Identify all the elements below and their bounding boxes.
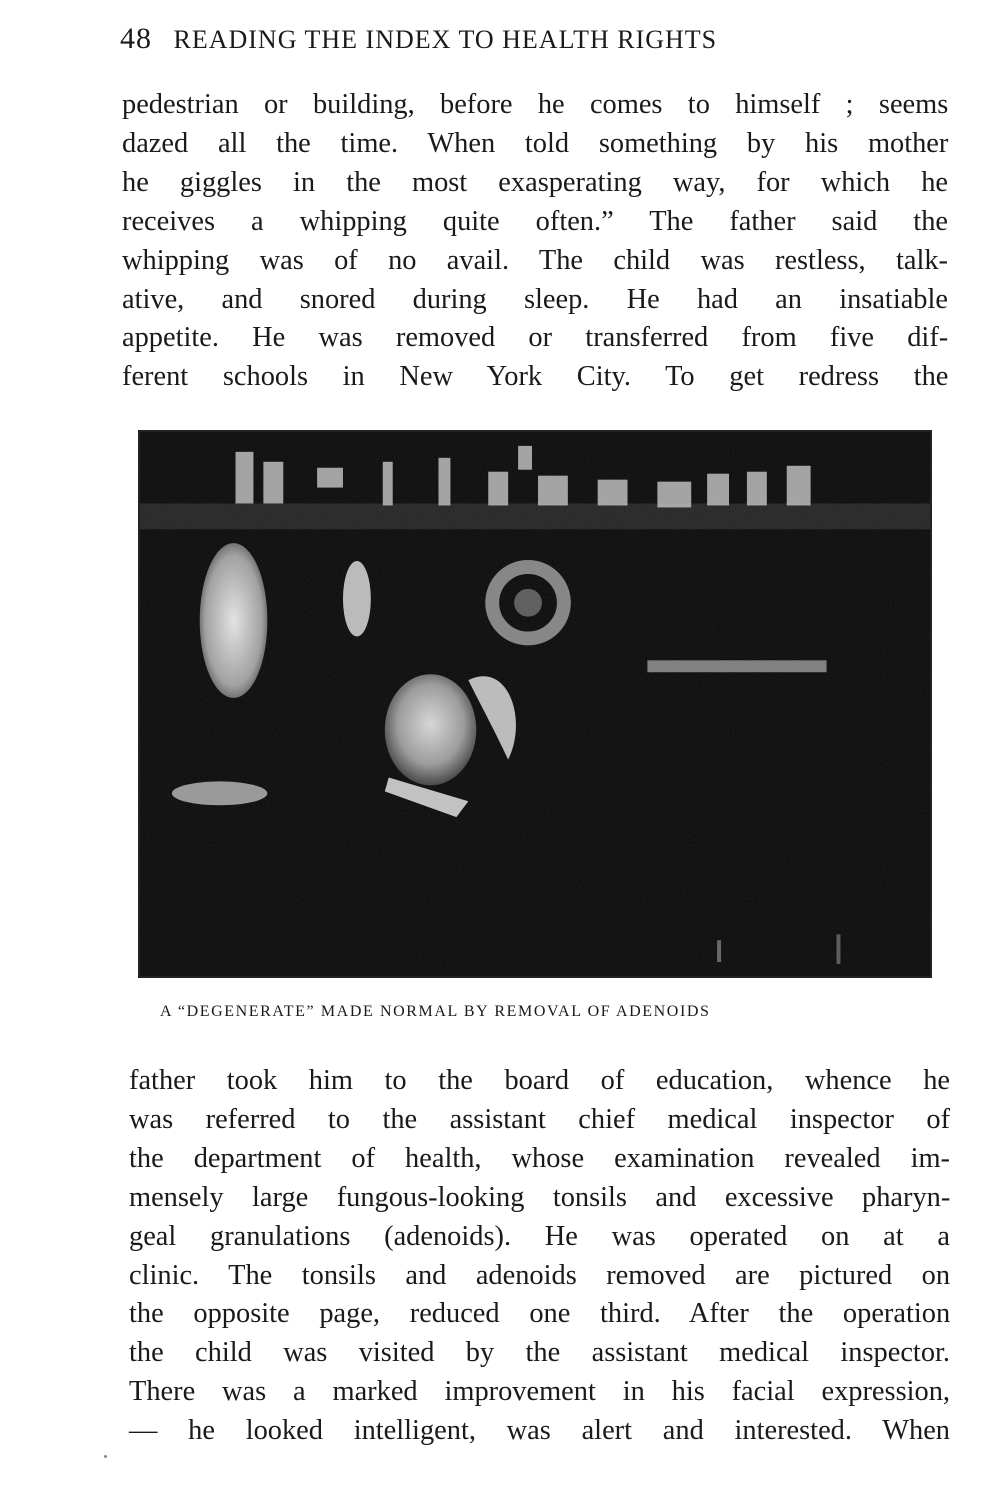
text-line: the opposite page, reduced one third. After the operation [129,1298,951,1330]
text-line: — he looked intelligent, was alert and interested. When [129,1415,950,1447]
text-line: receives a whipping quite often.” The father said the [122,205,948,237]
page-number: 48 [120,22,152,55]
text-line: clinic. The tonsils and adenoids removed are pictured on [129,1259,951,1291]
text-line: he giggles in the most exasperating way, for which he [122,166,948,198]
text-line: geal granulations (adenoids). He was operated on at a [129,1220,950,1252]
margin-speck [104,1455,107,1458]
text-line: appetite. He was removed or transferred from five dif- [122,322,949,354]
running-header [120,22,890,62]
text-line: father took him to the board of education, whence he [129,1065,950,1096]
paragraph-bottom [129,1062,950,1451]
text-line: dazed all the time. When told something by his mother [122,127,949,159]
text-line: mensely large fungous-looking tonsils and excessive pharyn- [129,1181,951,1213]
text-line: whipping was of no avail. The child was restless, talk- [122,244,948,276]
text-line: ative, and snored during sleep. He had an insatiable [122,283,948,315]
text-line: ferent schools in New York City. To get redress the [122,361,949,393]
text-line: pedestrian or building, before he comes to himself ; seems [122,89,949,120]
paragraph-top [122,86,948,397]
photograph-illustration [140,432,930,976]
text-line: the child was visited by the assistant medical inspector. [129,1337,950,1369]
text-line: was referred to the assistant chief medical inspector of [129,1103,951,1135]
text-line: There was a marked improvement in his facial expression, [129,1376,951,1408]
halftone-photograph [138,430,932,978]
figure-caption: A “DEGENERATE” MADE NORMAL BY REMOVAL OF ADENOIDS [160,1003,711,1020]
text-line: the department of health, whose examination revealed im- [129,1142,950,1174]
running-title: READING THE INDEX TO HEALTH RIGHTS [173,25,718,54]
